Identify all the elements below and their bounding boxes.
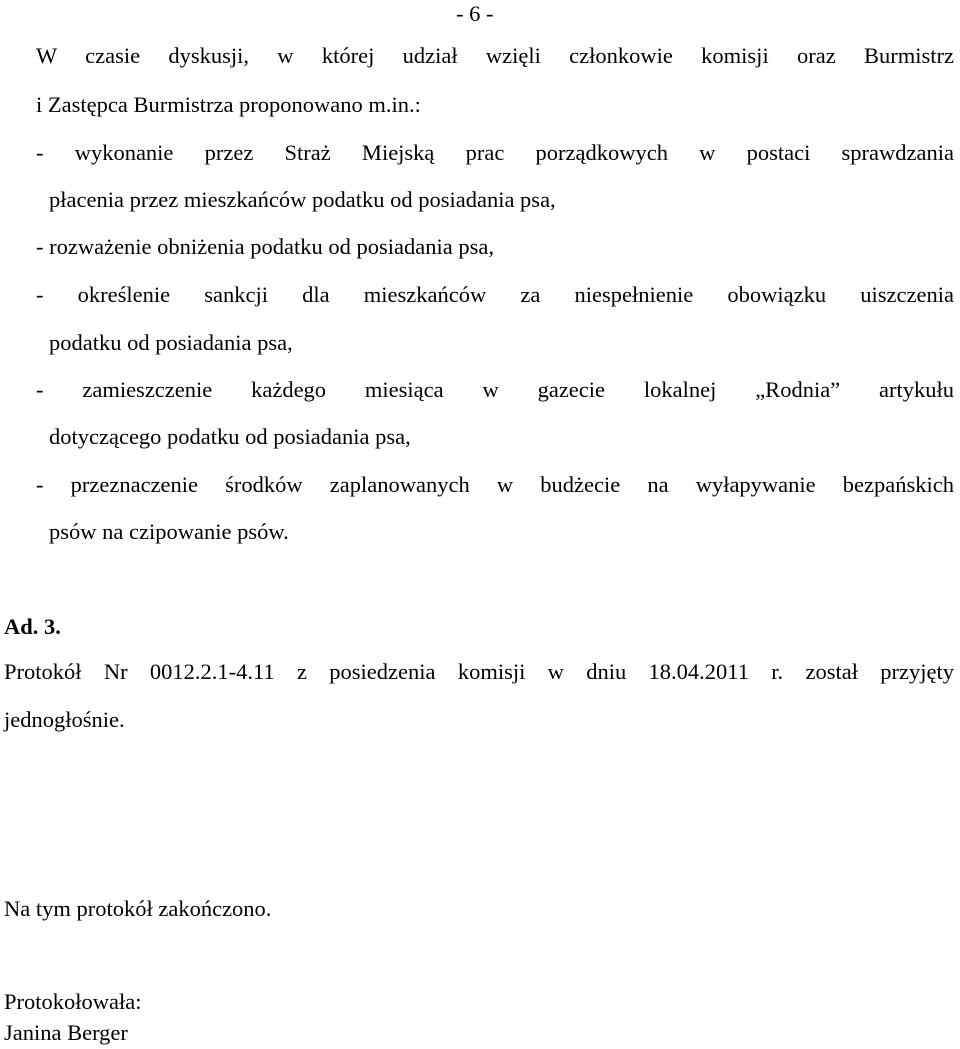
signature-label: Protokołowała: <box>4 989 142 1014</box>
proposal-3-line-2: podatku od posiadania psa, <box>49 330 293 355</box>
closing-text: Na tym protokół zakończono. <box>4 896 272 921</box>
proposal-4-line-1: - zamieszczenie każdego miesiąca w gazecie lokalnej „Rodnia” artykułu <box>36 377 954 402</box>
proposal-5-line-1: - przeznaczenie środków zaplanowanych w budżecie na wyłapywanie bezpańskich <box>36 472 954 497</box>
section-line-1: Protokół Nr 0012.2.1-4.11 z posiedzenia komisji w dniu 18.04.2011 r. został przyjęty <box>4 659 954 684</box>
signature-name: Janina Berger <box>4 1020 128 1045</box>
proposal-1-line-1: - wykonanie przez Straż Miejską prac porządkowych w postaci sprawdzania <box>36 140 954 165</box>
section-line-2: jednogłośnie. <box>4 707 125 732</box>
section-heading: Ad. 3. <box>4 614 61 639</box>
intro-line-1: W czasie dyskusji, w której udział wzięli członkowie komisji oraz Burmistrz <box>36 43 954 68</box>
proposal-5-line-2: psów na czipowanie psów. <box>49 519 289 544</box>
page-number: - 6 - <box>456 1 494 26</box>
proposal-2-line-1: - rozważenie obniżenia podatku od posiadania psa, <box>36 234 494 259</box>
proposal-1-line-2: płacenia przez mieszkańców podatku od posiadania psa, <box>49 187 556 212</box>
proposal-4-line-2: dotyczącego podatku od posiadania psa, <box>49 424 411 449</box>
proposal-3-line-1: - określenie sankcji dla mieszkańców za niespełnienie obowiązku uiszczenia <box>36 282 954 307</box>
intro-line-2: i Zastępca Burmistrza proponowano m.in.: <box>36 92 421 117</box>
